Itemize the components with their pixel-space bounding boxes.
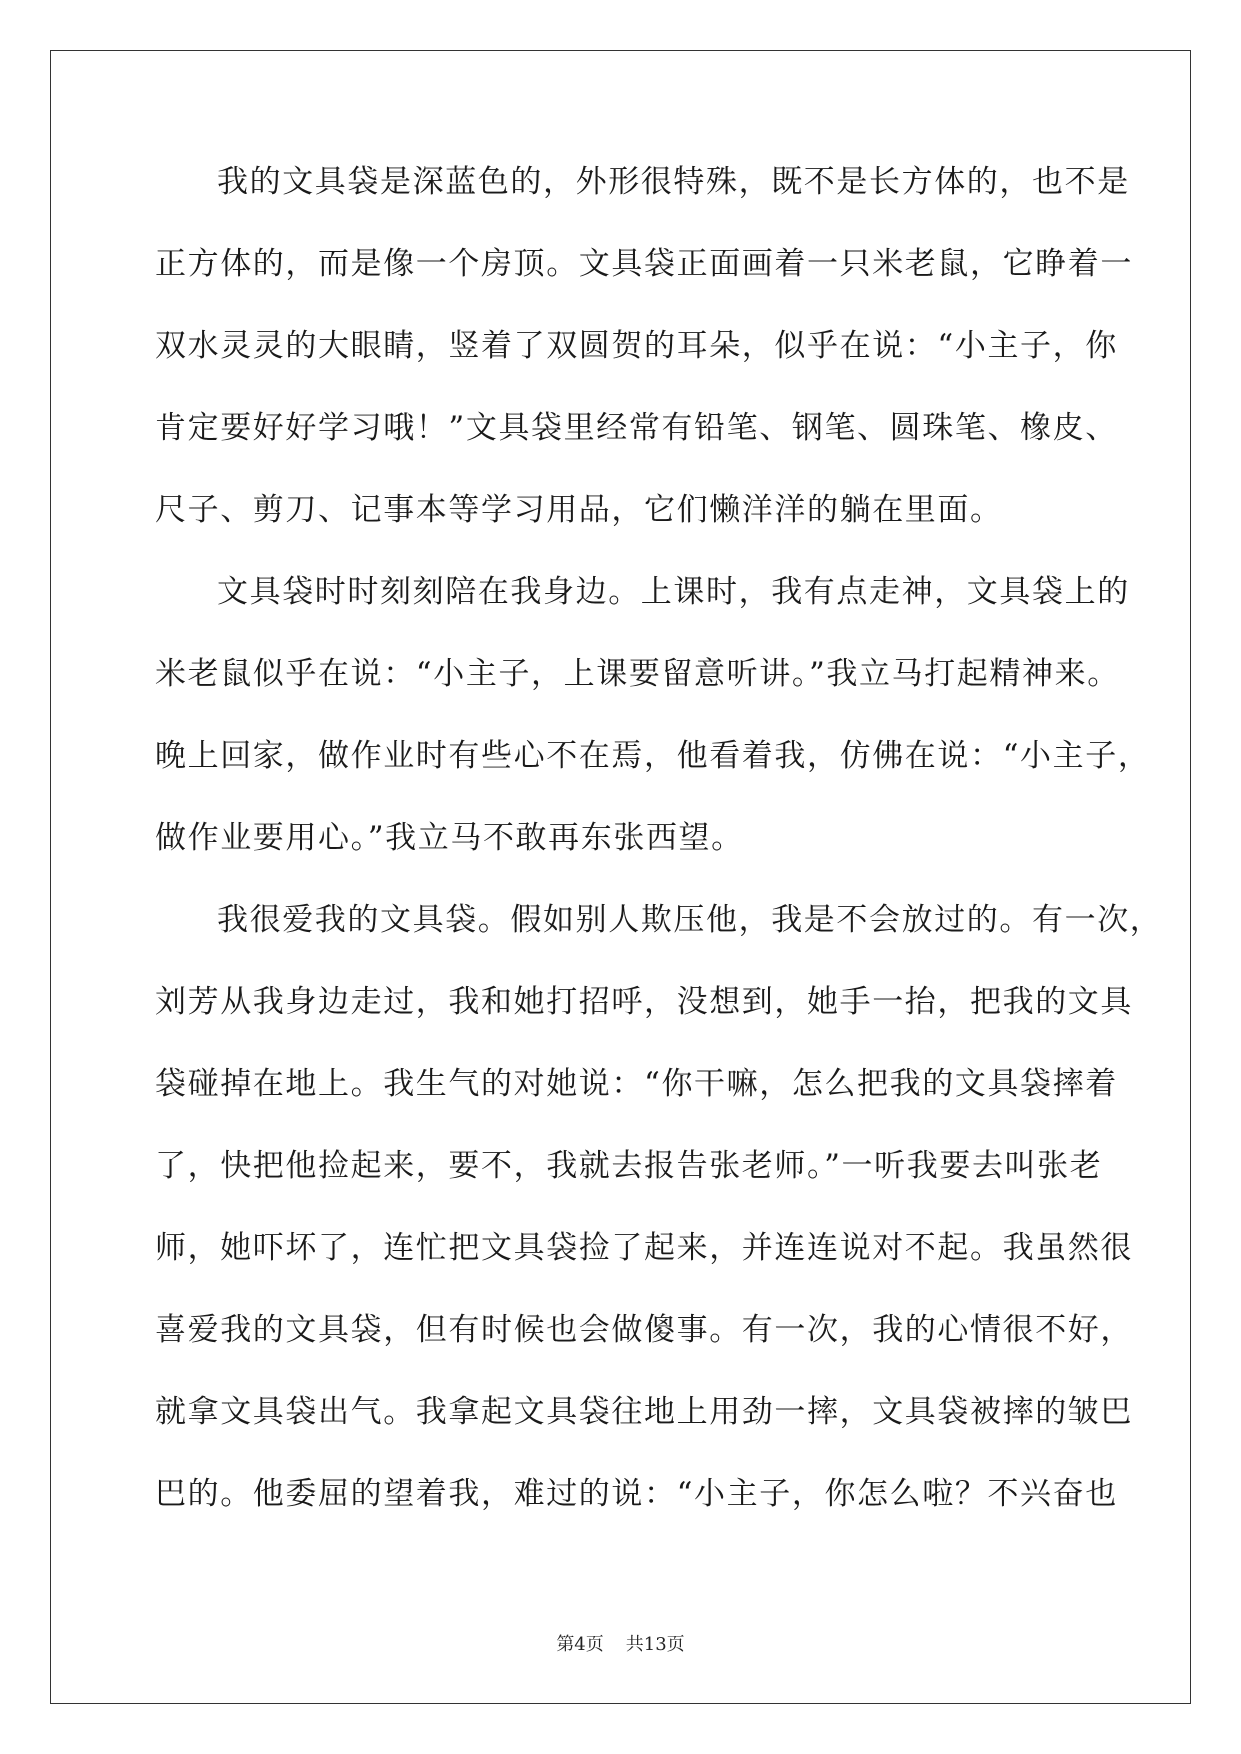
paragraph-1-line-4: 肯定要好好学习哦！”文具袋里经常有铅笔、钢笔、圆珠笔、橡皮、 (155, 410, 1118, 446)
paragraph-3-line-3: 袋碰掉在地上。我生气的对她说：“你干嘛，怎么把我的文具袋摔着 (155, 1066, 1118, 1102)
paragraph-3-line-1: 我很爱我的文具袋。假如别人欺压他，我是不会放过的。有一次， (217, 902, 1163, 938)
paragraph-3-line-8: 巴的。他委屈的望着我，难过的说：“小主子，你怎么啦？不兴奋也 (155, 1476, 1118, 1512)
paragraph-2-line-2: 米老鼠似乎在说：“小主子，上课要留意听讲。”我立马打起精神来。 (155, 656, 1120, 692)
document-body (155, 162, 1163, 1556)
paragraph-3-line-4: 了，快把他捡起来，要不，我就去报告张老师。”一听我要去叫张老 (155, 1148, 1103, 1184)
paragraph-3-line-6: 喜爱我的文具袋，但有时候也会做傻事。有一次，我的心情很不好， (155, 1312, 1133, 1348)
paragraph-1-line-3: 双水灵灵的大眼睛，竖着了双圆贺的耳朵，似乎在说：“小主子，你 (155, 328, 1118, 364)
page-number: 第4页 (556, 1634, 604, 1655)
paragraph-3-line-5: 师，她吓坏了，连忙把文具袋捡了起来，并连连说对不起。我虽然很 (155, 1230, 1133, 1266)
paragraph-3-line-2: 刘芳从我身边走过，我和她打招呼，没想到，她手一抬，把我的文具 (155, 984, 1133, 1020)
paragraph-1-line-1: 我的文具袋是深蓝色的，外形很特殊，既不是长方体的，也不是 (217, 164, 1130, 200)
paragraph-2-line-3: 晚上回家，做作业时有些心不在焉，他看着我，仿佛在说：“小主子， (155, 738, 1151, 774)
page-footer (0, 1630, 1241, 1656)
paragraph-3-line-7: 就拿文具袋出气。我拿起文具袋往地上用劲一摔，文具袋被摔的皱巴 (155, 1394, 1133, 1430)
paragraph-2-line-1: 文具袋时时刻刻陪在我身边。上课时，我有点走神，文具袋上的 (217, 574, 1130, 610)
page-total: 共13页 (625, 1634, 685, 1655)
paragraph-2-line-4: 做作业要用心。”我立马不敢再东张西望。 (155, 820, 744, 856)
paragraph-1-line-5: 尺子、剪刀、记事本等学习用品，它们懒洋洋的躺在里面。 (155, 492, 1003, 528)
paragraph-1-line-2: 正方体的，而是像一个房顶。文具袋正面画着一只米老鼠，它睁着一 (155, 246, 1133, 282)
